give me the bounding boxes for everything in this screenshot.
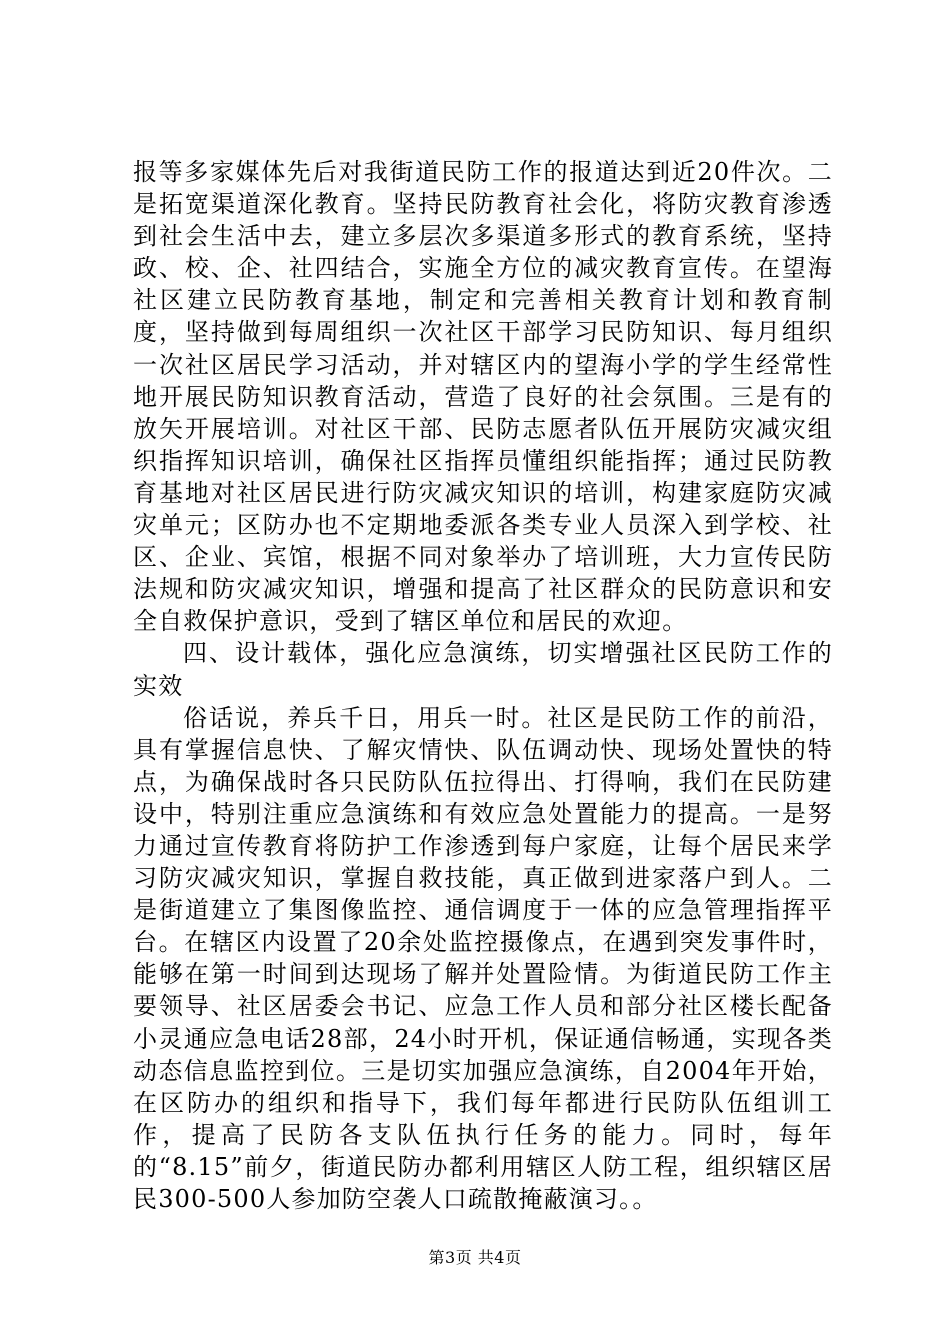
- paragraph-3: 俗话说，养兵千日，用兵一时。社区是民防工作的前沿，具有掌握信息快、了解灾情快、队伍调动快、现场处置快的特点，为确保战时各只民防队伍拉得出、打得响，我们在民防建设中，特别注重应急演练和有效应急处置能力的提高。一是努力通过宣传教育将防护工作渗透到每户家庭，让每个居民来学习防灾减灾知识，掌握自救技能，真正做到进家落户到人。二是街道建立了集图像监控、通信调度于一体的应急管理指挥平台。在辖区内设置了20余处监控摄像点，在遇到突发事件时，能够在第一时间到达现场了解并处置险情。为街道民防工作主要领导、社区居委会书记、应急工作人员和部分社区楼长配备小灵通应急电话28部，24小时开机，保证通信畅通，实现各类动态信息监控到位。三是切实加强应急演练，自2004年开始，在区防办的组织和指导下，我们每年都进行民防队伍组训工作，提高了民防各支队伍执行任务的能力。同时，每年的“8.15”前夕，街道民防办都利用辖区人防工程，组织辖区居民300-500人参加防空袭人口疏散掩蔽演习。。: [133, 703, 833, 1213]
- paragraph-1: 报等多家媒体先后对我街道民防工作的报道达到近20件次。二是拓宽渠道深化教育。坚持民防教育社会化，将防灾教育渗透到社会生活中去，建立多层次多渠道多形式的教育系统，坚持政、校、企、社四结合，实施全方位的减灾教育宣传。在望海社区建立民防教育基地，制定和完善相关教育计划和教育制度，坚持做到每周组织一次社区干部学习民防知识、每月组织一次社区居民学习活动，并对辖区内的望海小学的学生经常性地开展民防知识教育活动，营造了良好的社会氛围。三是有的放矢开展培训。对社区干部、民防志愿者队伍开展防灾减灾组织指挥知识培训，确保社区指挥员懂组织能指挥；通过民防教育基地对社区居民进行防灾减灾知识的培训，构建家庭防灾减灾单元；区防办也不定期地委派各类专业人员深入到学校、社区、企业、宾馆，根据不同对象举办了培训班，大力宣传民防法规和防灾减灾知识，增强和提高了社区群众的民防意识和安全自救保护意识，受到了辖区单位和居民的欢迎。: [133, 158, 833, 636]
- section-heading-4: 四、设计载体，强化应急演练，切实增强社区民防工作的实效: [133, 639, 833, 700]
- document-body: [133, 156, 833, 1215]
- page-footer: 第3页 共4页: [428, 1248, 522, 1267]
